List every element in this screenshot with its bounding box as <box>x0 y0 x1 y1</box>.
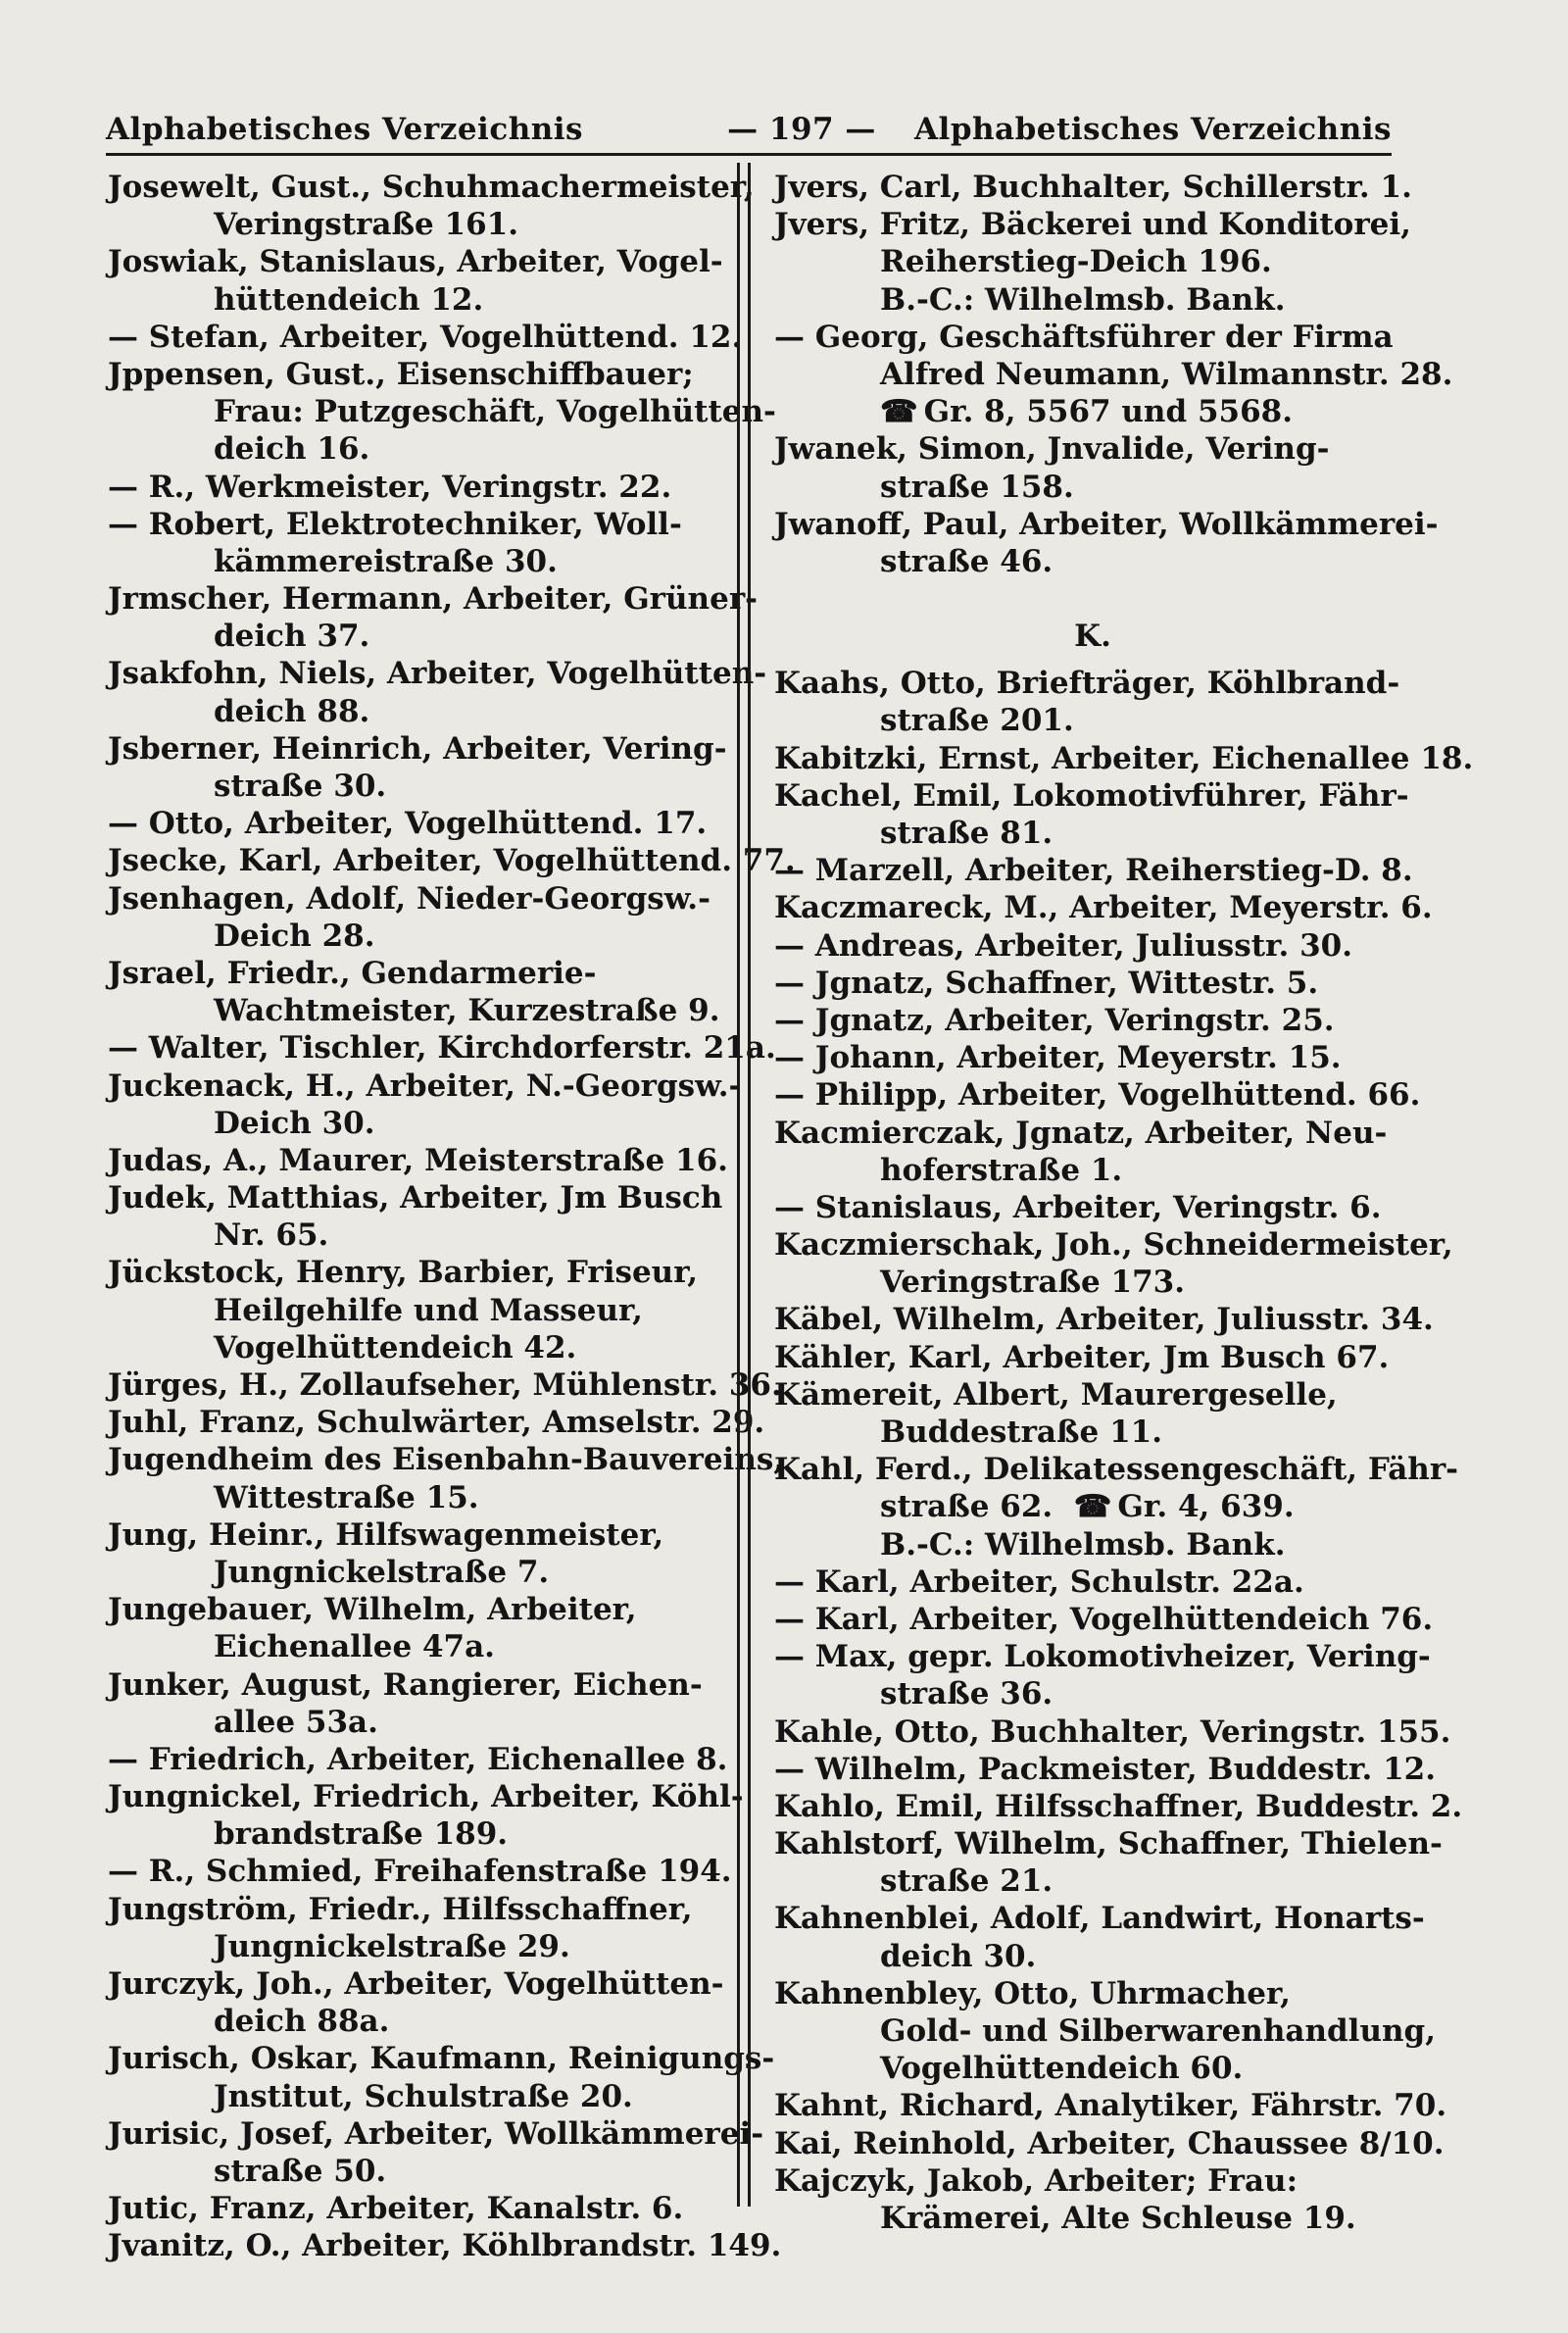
list-item: straße 36. <box>880 1676 1054 1713</box>
list-item <box>774 393 1411 430</box>
list-item: Kajczyk, Jakob, Arbeiter; Frau: <box>774 2162 1298 2199</box>
phone-numbers: Gr. 4, 639. <box>1117 1489 1295 1525</box>
list-item: Jung, Heinr., Hilfswagenmeister, <box>108 1516 664 1553</box>
list-item: Kahlstorf, Wilhelm, Schaffner, Thielen- <box>774 1826 1443 1862</box>
telephone-icon: ☎ <box>1073 1489 1112 1525</box>
list-item: — Georg, Geschäftsführer der Firma <box>774 319 1394 355</box>
list-item: Kaczmareck, M., Arbeiter, Meyerstr. 6. <box>774 890 1433 926</box>
list-item: Kaahs, Otto, Briefträger, Köhlbrand- <box>774 666 1400 702</box>
list-item: Jürges, H., Zollaufseher, Mühlenstr. 36. <box>108 1367 782 1403</box>
right-column <box>774 169 1474 2237</box>
list-item: — Andreas, Arbeiter, Juliusstr. 30. <box>774 927 1353 964</box>
list-item: Reiherstieg-Deich 196. <box>880 244 1272 280</box>
list-item: Jnstitut, Schulstraße 20. <box>214 2078 633 2114</box>
list-item: Eichenallee 47a. <box>214 1629 495 1665</box>
list-item: — Jgnatz, Schaffner, Wittestr. 5. <box>774 965 1319 1001</box>
list-item: Buddestraße 11. <box>880 1415 1163 1450</box>
list-item: — Marzell, Arbeiter, Reiherstieg-D. 8. <box>774 853 1413 889</box>
list-item: Jsakfohn, Niels, Arbeiter, Vogelhütten- <box>108 656 767 692</box>
page-header <box>106 106 1392 153</box>
list-item: Veringstraße 161. <box>214 207 519 243</box>
list-item: Kabitzki, Ernst, Arbeiter, Eichenallee 18. <box>774 740 1474 776</box>
list-item: Wittestraße 15. <box>214 1479 479 1515</box>
list-item: Joswiak, Stanislaus, Arbeiter, Vogel- <box>108 244 723 280</box>
list-item: Jwanek, Simon, Jnvalide, Vering- <box>774 431 1330 468</box>
list-item: Judek, Matthias, Arbeiter, Jm Busch <box>108 1180 723 1216</box>
list-item: Gold- und Silberwarenhandlung, <box>880 2013 1437 2049</box>
list-item: straße 30. <box>214 769 387 804</box>
section-letter: K. <box>1074 619 1111 655</box>
list-item: straße 50. <box>214 2153 387 2189</box>
list-item: Krämerei, Alte Schleuse 19. <box>880 2200 1356 2236</box>
list-item: Käbel, Wilhelm, Arbeiter, Juliusstr. 34. <box>774 1302 1434 1338</box>
list-item: — Stefan, Arbeiter, Vogelhüttend. 12. <box>108 319 743 355</box>
list-item: Jrmscher, Hermann, Arbeiter, Grüner- <box>108 581 759 618</box>
list-item: Frau: Putzgeschäft, Vogelhütten- <box>214 394 776 430</box>
list-item: Jugendheim des Eisenbahn-Bauvereins, <box>108 1442 785 1478</box>
list-item: straße 21. <box>880 1863 1054 1900</box>
list-item <box>774 1488 1411 1525</box>
list-item: — Max, gepr. Lokomotivheizer, Vering- <box>774 1639 1431 1675</box>
list-item: Jsecke, Karl, Arbeiter, Vogelhüttend. 77. <box>108 843 796 879</box>
list-item: Jutic, Franz, Arbeiter, Kanalstr. 6. <box>108 2191 684 2227</box>
list-item: brandstraße 189. <box>214 1816 509 1853</box>
list-item: Jsberner, Heinrich, Arbeiter, Vering- <box>108 730 727 767</box>
list-item: — Friedrich, Arbeiter, Eichenallee 8. <box>108 1741 728 1777</box>
list-item: kämmereistraße 30. <box>214 543 558 579</box>
list-item: Deich 28. <box>214 918 375 954</box>
list-item: Kähler, Karl, Arbeiter, Jm Busch 67. <box>774 1339 1390 1375</box>
header-left-title: Alphabetisches Verzeichnis <box>106 112 584 147</box>
list-item: straße 158. <box>880 469 1074 505</box>
list-item: B.-C.: Wilhelmsb. Bank. <box>880 1526 1286 1563</box>
list-item: Jvers, Carl, Buchhalter, Schillerstr. 1. <box>774 170 1412 205</box>
list-item: straße 81. <box>880 816 1054 851</box>
list-item: Wachtmeister, Kurzestraße 9. <box>214 993 720 1029</box>
list-item: Kahnt, Richard, Analytiker, Fährstr. 70. <box>774 2088 1447 2124</box>
list-item: — Karl, Arbeiter, Vogelhüttendeich 76. <box>774 1601 1434 1637</box>
list-item: Kahle, Otto, Buchhalter, Veringstr. 155. <box>774 1713 1451 1750</box>
left-column <box>108 169 796 2265</box>
list-item: Jurczyk, Joh., Arbeiter, Vogelhütten- <box>108 1966 724 2002</box>
phone-numbers: Gr. 8, 5567 und 5568. <box>923 394 1294 430</box>
list-item: deich 16. <box>214 431 370 468</box>
list-item: Heilgehilfe und Masseur, <box>214 1292 643 1328</box>
list-item: — R., Werkmeister, Veringstr. 22. <box>108 469 672 505</box>
list-item: Kacmierczak, Jgnatz, Arbeiter, Neu- <box>774 1115 1388 1151</box>
list-item: Kahlo, Emil, Hilfsschaffner, Buddestr. 2. <box>774 1788 1463 1824</box>
list-item: — Johann, Arbeiter, Meyerstr. 15. <box>774 1040 1342 1076</box>
list-item: Deich 30. <box>214 1105 375 1141</box>
list-item: Jungebauer, Wilhelm, Arbeiter, <box>108 1592 637 1628</box>
list-item: — Wilhelm, Packmeister, Buddestr. 12. <box>774 1751 1437 1787</box>
list-item: Vogelhüttendeich 60. <box>880 2051 1244 2087</box>
street-text: straße 62. <box>880 1489 1054 1525</box>
header-rule <box>106 153 1392 156</box>
list-item: Jungnickel, Friedrich, Arbeiter, Köhl- <box>108 1779 744 1815</box>
list-item: — Stanislaus, Arbeiter, Veringstr. 6. <box>774 1189 1382 1225</box>
list-item: Jurisic, Josef, Arbeiter, Wollkämmerei- <box>108 2115 764 2152</box>
list-item: Kahnenbley, Otto, Uhrmacher, <box>774 1975 1291 2011</box>
list-item: Jvanitz, O., Arbeiter, Köhlbrandstr. 149. <box>108 2228 782 2264</box>
list-item: Nr. 65. <box>214 1217 329 1254</box>
list-item: Jungström, Friedr., Hilfsschaffner, <box>108 1891 693 1927</box>
list-item: — Karl, Arbeiter, Schulstr. 22a. <box>774 1564 1304 1600</box>
list-item: deich 88. <box>214 693 370 729</box>
list-item: hüttendeich 12. <box>214 281 484 318</box>
list-item: Jurisch, Oskar, Kaufmann, Reinigungs- <box>108 2041 775 2077</box>
list-item: Vogelhüttendeich 42. <box>214 1329 577 1365</box>
list-item: Jungnickelstraße 7. <box>214 1554 550 1590</box>
list-item: Kai, Reinhold, Arbeiter, Chaussee 8/10. <box>774 2125 1445 2161</box>
list-item: Jppensen, Gust., Eisenschiffbauer; <box>108 356 694 392</box>
list-item: deich 37. <box>214 619 370 655</box>
list-item: Jungnickelstraße 29. <box>214 1928 570 1964</box>
list-item: Veringstraße 173. <box>880 1265 1186 1301</box>
list-item: Judas, A., Maurer, Meisterstraße 16. <box>108 1142 728 1178</box>
page-number: — 197 — <box>727 112 876 147</box>
list-item: Jwanoff, Paul, Arbeiter, Wollkämmerei- <box>774 506 1439 542</box>
list-item: Jsrael, Friedr., Gendarmerie- <box>108 955 597 991</box>
list-item: Kahl, Ferd., Delikatessengeschäft, Fähr- <box>774 1452 1459 1488</box>
list-item: Jvers, Fritz, Bäckerei und Konditorei, <box>774 207 1411 243</box>
list-item: Junker, August, Rangierer, Eichen- <box>108 1666 703 1703</box>
column-divider <box>737 163 751 2207</box>
list-item: deich 88a. <box>214 2004 390 2040</box>
list-item: Alfred Neumann, Wilmannstr. 28. <box>880 356 1453 392</box>
list-item: Josewelt, Gust., Schuhmachermeister, <box>108 170 755 205</box>
list-item: allee 53a. <box>214 1704 378 1740</box>
list-item: — Robert, Elektrotechniker, Woll- <box>108 506 682 542</box>
list-item: B.-C.: Wilhelmsb. Bank. <box>880 281 1286 318</box>
list-item: Kämereit, Albert, Maurergeselle, <box>774 1376 1338 1413</box>
telephone-icon: ☎ <box>880 394 918 430</box>
list-item: — Philipp, Arbeiter, Vogelhüttend. 66. <box>774 1077 1421 1114</box>
list-item: hoferstraße 1. <box>880 1152 1123 1188</box>
list-item: deich 30. <box>880 1938 1037 1974</box>
list-item: Juhl, Franz, Schulwärter, Amselstr. 29. <box>108 1405 765 1441</box>
list-item: Jückstock, Henry, Barbier, Friseur, <box>108 1255 699 1291</box>
list-item: Jsenhagen, Adolf, Nieder-Georgsw.- <box>108 880 710 917</box>
list-item: Kahnenblei, Adolf, Landwirt, Honarts- <box>774 1901 1425 1937</box>
list-item: Juckenack, H., Arbeiter, N.-Georgsw.- <box>108 1067 742 1104</box>
list-item: Kaczmierschak, Joh., Schneidermeister, <box>774 1227 1453 1264</box>
list-item: — Otto, Arbeiter, Vogelhüttend. 17. <box>108 806 708 842</box>
list-item: — R., Schmied, Freihafenstraße 194. <box>108 1854 732 1890</box>
list-item: — Jgnatz, Arbeiter, Veringstr. 25. <box>774 1002 1335 1038</box>
list-item: straße 201. <box>880 703 1074 739</box>
list-item: — Walter, Tischler, Kirchdorferstr. 21a. <box>108 1030 776 1067</box>
list-item: Kachel, Emil, Lokomotivführer, Fähr- <box>774 777 1409 814</box>
list-item: straße 46. <box>880 543 1054 579</box>
header-right-title: Alphabetisches Verzeichnis <box>913 112 1392 147</box>
